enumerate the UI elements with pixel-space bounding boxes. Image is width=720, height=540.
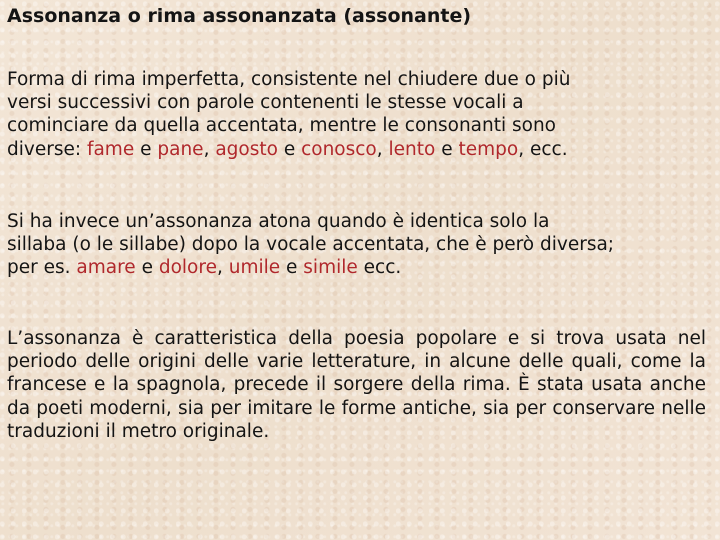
conjunction: e bbox=[134, 138, 158, 160]
separator: , bbox=[216, 257, 229, 279]
example-word: dolore bbox=[158, 257, 217, 279]
example-word: pane bbox=[157, 138, 204, 160]
example-word: umile bbox=[228, 257, 281, 279]
title-connector: o bbox=[121, 5, 148, 27]
conjunction: e bbox=[280, 257, 304, 279]
line-prefix: per es. bbox=[7, 257, 77, 279]
paragraph-line: versi successivi con parole contenenti le stesse vocali a bbox=[7, 92, 524, 114]
line-prefix: diverse: bbox=[7, 138, 87, 160]
separator: , bbox=[376, 138, 389, 160]
example-word: conosco bbox=[301, 138, 377, 160]
example-word: amare bbox=[76, 257, 136, 279]
definition-paragraph bbox=[7, 68, 713, 161]
examples-line bbox=[7, 138, 713, 161]
paragraph-line: Si ha invece un’assonanza atona quando è identica solo la bbox=[7, 211, 550, 232]
conjunction: e bbox=[135, 257, 159, 279]
example-word: tempo bbox=[458, 138, 519, 160]
line-suffix: , ecc. bbox=[518, 138, 568, 160]
atonal-paragraph bbox=[7, 210, 713, 280]
example-word: fame bbox=[86, 138, 135, 160]
conjunction: e bbox=[277, 138, 302, 160]
separator: , bbox=[203, 138, 216, 160]
page-title bbox=[7, 3, 471, 29]
example-word: lento bbox=[388, 138, 436, 160]
history-paragraph: L’assonanza è caratteristica della poesia popolare e si trova usata nel periodo delle origini delle varie letterature, in alcune delle quali, come la francese e la spagnola, precede il sorgere della rima. È stata usata anche da poeti moderni, sia per imitare le forme antiche, sia per conservare nelle traduzioni il metro originale. bbox=[7, 328, 706, 442]
examples-line bbox=[7, 256, 713, 279]
title-term-alt: rima assonanzata (assonante) bbox=[147, 5, 472, 27]
paragraph-line: sillaba (o le sillabe) dopo la vocale accentata, che è però diversa; bbox=[7, 234, 615, 256]
example-word: simile bbox=[303, 257, 358, 279]
title-term: Assonanza bbox=[7, 5, 122, 27]
paragraph-line: Forma di rima imperfetta, consistente nel chiudere due o più bbox=[7, 69, 571, 90]
paragraph-line: cominciare da quella accentata, mentre le consonanti sono bbox=[7, 115, 557, 137]
example-word: agosto bbox=[215, 138, 278, 160]
line-suffix: ecc. bbox=[357, 257, 402, 279]
conjunction: e bbox=[435, 138, 459, 160]
